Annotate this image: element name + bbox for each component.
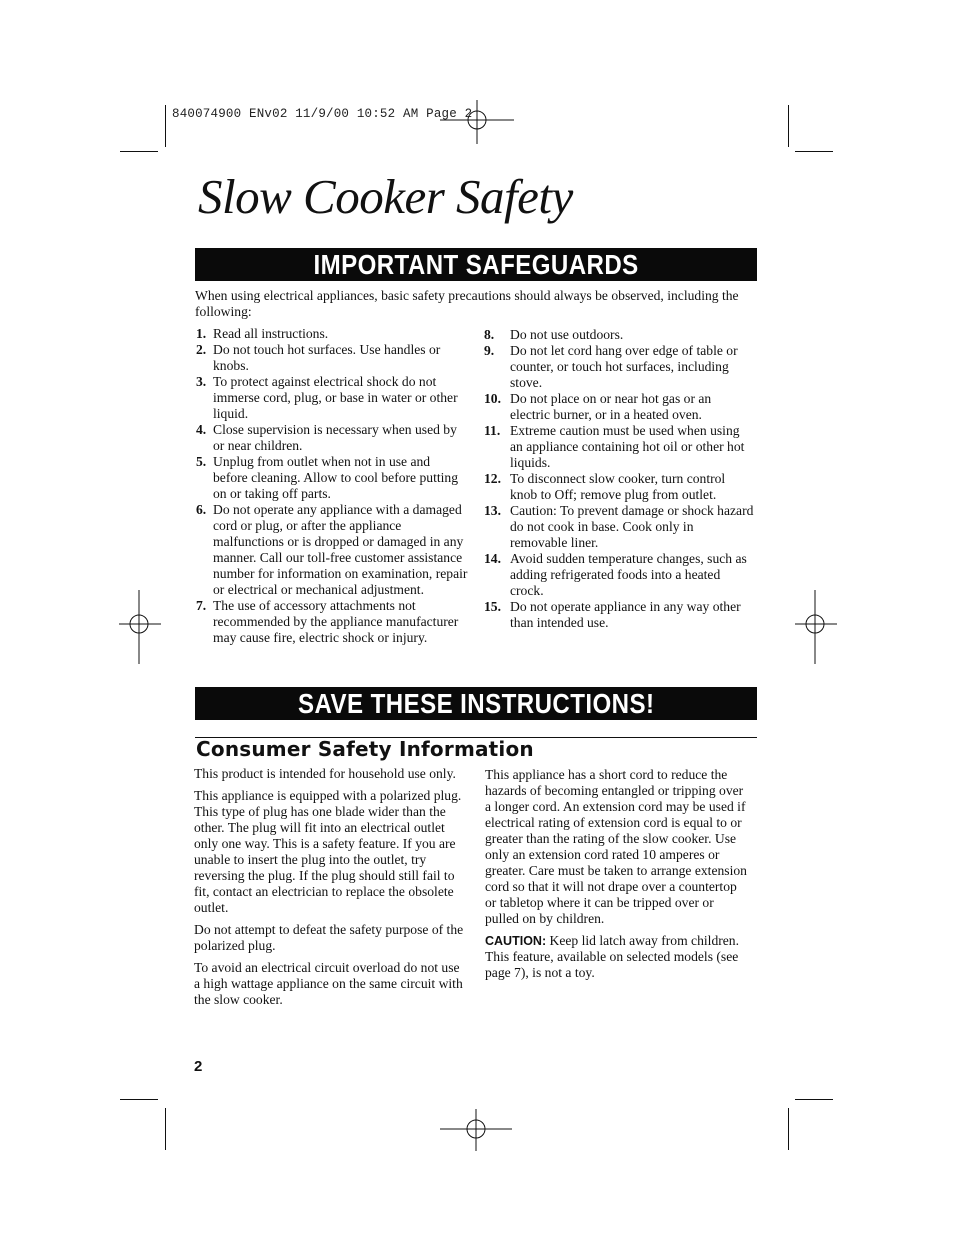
safeguard-item [196, 502, 468, 598]
safeguard-item [484, 423, 754, 471]
safeguard-item [484, 503, 754, 551]
caution-text: Keep lid latch away from children. This feature, available on selected models (see page 7), is not a toy. [485, 933, 739, 980]
safeguard-number: 4. [196, 422, 207, 437]
safeguard-item [196, 454, 468, 502]
safeguard-number: 11. [484, 423, 501, 438]
safeguard-item [484, 391, 754, 423]
banner-important-safeguards [195, 248, 757, 281]
caution-paragraph [485, 933, 751, 981]
safeguard-number: 3. [196, 374, 207, 389]
safeguard-text: Do not place on or near hot gas or an electric burner, or in a heated oven. [510, 391, 712, 422]
crop-mark-bottom-left-v [165, 1108, 166, 1150]
safeguard-item [196, 342, 468, 374]
consumer-left-column [194, 766, 466, 1014]
safeguards-left-column [196, 326, 468, 646]
safeguard-item [484, 551, 754, 599]
safeguard-item [484, 343, 754, 391]
safeguard-item [196, 374, 468, 422]
safeguards-right-column [484, 327, 754, 631]
crop-mark-bottom-right-v [788, 1108, 789, 1150]
page-number: 2 [194, 1058, 203, 1075]
registration-mark-top-icon [440, 98, 520, 148]
safeguard-text: Caution: To prevent damage or shock hazard do not cook in base. Cook only in removable liner. [510, 503, 754, 550]
consumer-paragraph: Do not attempt to defeat the safety purpose of the polarized plug. [194, 922, 464, 953]
crop-mark-bottom-right-h [795, 1099, 833, 1100]
consumer-paragraph: To avoid an electrical circuit overload do not use a high wattage appliance on the same circuit with the slow cooker. [194, 960, 463, 1007]
safeguard-number: 15. [484, 599, 501, 614]
consumer-paragraph: This product is intended for household use only. [194, 766, 456, 781]
safeguard-text: Do not use outdoors. [510, 327, 624, 342]
safeguard-number: 7. [196, 598, 207, 613]
safeguard-number: 8. [484, 327, 495, 342]
safeguard-text: Do not operate appliance in any way other than intended use. [510, 599, 741, 630]
safeguard-text: Do not let cord hang over edge of table or counter, or touch hot surfaces, including stove. [510, 343, 738, 390]
safeguard-text: Unplug from outlet when not in use and before cleaning. Allow to cool before putting on or taking off parts. [213, 454, 458, 501]
safeguard-item [484, 327, 754, 343]
crop-mark-top-left-h [120, 151, 158, 152]
print-slug: 840074900 ENv02 11/9/00 10:52 AM Page 2 [172, 107, 473, 121]
safeguard-text: Avoid sudden temperature changes, such as adding refrigerated foods into a heated crock. [510, 551, 747, 598]
safeguard-number: 6. [196, 502, 207, 517]
safeguard-text: The use of accessory attachments not recommended by the appliance manufacturer may cause fire, electric shock or injury. [213, 598, 459, 645]
safeguard-number: 2. [196, 342, 207, 357]
safeguard-text: Do not operate any appliance with a damaged cord or plug, or after the appliance malfunctions or is dropped or damaged in any manner. Call our toll-free customer assistance number for information on examination, repair or electrical or mechanical adjustment. [213, 502, 468, 597]
safeguard-text: Do not touch hot surfaces. Use handles or knobs. [213, 342, 441, 373]
safeguard-number: 12. [484, 471, 501, 486]
safeguard-number: 1. [196, 326, 207, 341]
safeguard-text: To protect against electrical shock do not immerse cord, plug, or base in water or other liquid. [213, 374, 458, 421]
safeguard-number: 5. [196, 454, 207, 469]
safeguard-item [196, 422, 468, 454]
consumer-safety-heading: Consumer Safety Information [196, 737, 534, 761]
safeguard-number: 10. [484, 391, 501, 406]
safeguard-text: Read all instructions. [213, 326, 329, 341]
crop-mark-top-right-v [788, 105, 789, 147]
crop-mark-top-right-h [795, 151, 833, 152]
intro-paragraph: When using electrical appliances, basic safety precautions should always be observed, including the following: [195, 288, 739, 319]
safeguard-number: 14. [484, 551, 501, 566]
consumer-right-column [485, 767, 751, 987]
caution-label: CAUTION: [485, 934, 547, 948]
safeguard-text: Close supervision is necessary when used by or near children. [213, 422, 457, 453]
banner-important-safeguards-text: IMPORTANT SAFEGUARDS [313, 249, 639, 280]
safeguard-item [196, 326, 468, 342]
safeguard-item [484, 471, 754, 503]
registration-mark-left-icon [117, 590, 167, 666]
safeguard-item [196, 598, 468, 646]
safeguard-text: Extreme caution must be used when using an appliance containing hot oil or other hot liquids. [510, 423, 745, 470]
crop-mark-top-left-v [165, 105, 166, 147]
banner-save-instructions-text: SAVE THESE INSTRUCTIONS! [297, 688, 655, 719]
consumer-paragraph: This appliance has a short cord to reduce the hazards of becoming entangled or tripping over a longer cord. An extension cord may be used if electrical rating of extension cord is equal to or greater than the rating of the slow cooker. Use only an extension cord rated 10 amperes or greater. Care must be taken to arrange extension cord so that it will not drape over a countertop or tabletop where it can be tripped over or pulled on by children. [485, 767, 747, 926]
crop-mark-bottom-left-h [120, 1099, 158, 1100]
safeguard-item [484, 599, 754, 631]
safeguard-number: 9. [484, 343, 495, 358]
banner-save-instructions [195, 687, 757, 720]
page-title: Slow Cooker Safety [198, 169, 573, 224]
safeguard-text: To disconnect slow cooker, turn control knob to Off; remove plug from outlet. [510, 471, 726, 502]
registration-mark-right-icon [793, 590, 843, 666]
registration-mark-bottom-icon [436, 1107, 516, 1153]
safeguard-number: 13. [484, 503, 501, 518]
consumer-paragraph: This appliance is equipped with a polarized plug. This type of plug has one blade wider than the other. The plug will fit into an electrical outlet only one way. This is a safety feature. If you are unable to insert the plug into the outlet, try reversing the plug. If the plug should still fail to fit, contact an electrician to replace the obsolete outlet. [194, 788, 462, 915]
